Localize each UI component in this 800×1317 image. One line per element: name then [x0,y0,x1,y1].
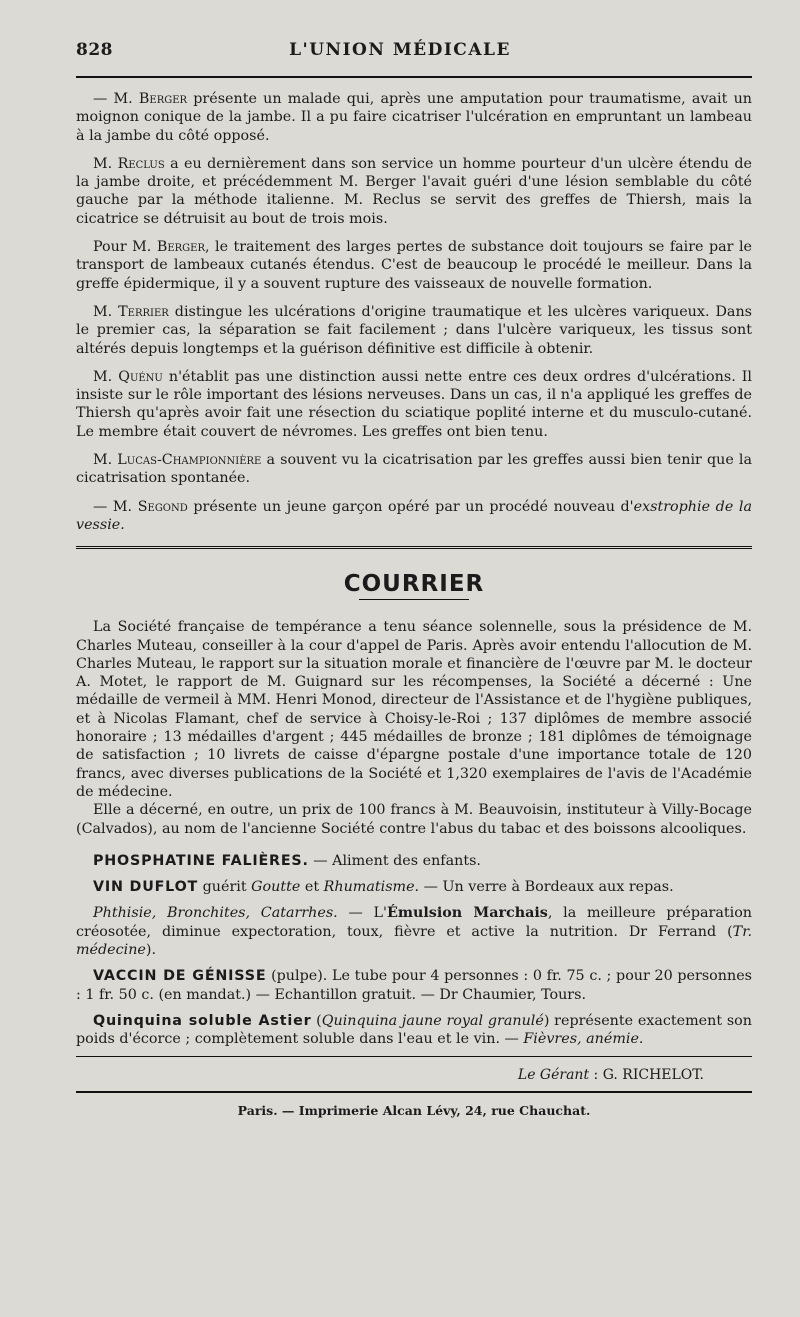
section-title-courrier: COURRIER [343,571,485,598]
ad-italic: Phthisie, Bronchites, Catarrhes. [93,905,338,922]
section-title-underline [359,599,469,600]
ad-italic: Tr. médecine [76,923,752,958]
paragraph-terrier [76,303,752,358]
paragraph-text: , le traitement des larges pertes de substance doit toujours se faire par le transport de lambeaux cutanés étendus. C'est de beaucoup le procédé le meilleur. Dans la greffe épidermique, il y a souvent rupture des vaisseaux de nouvelle formation. [76,239,752,292]
paragraph-berger-amputation: — M. Berger présente un malade qui, après une amputation pour traumatisme, avait un moignon conique de la jambe. Il a pu faire cicatriser l'ulcération en empruntant un lambeau à la jambe du côté opposé. [76,91,752,144]
paragraph-text: présente un jeune garçon opéré par un procédé nouveau d' [187,498,634,515]
paragraph-reclus [76,155,752,228]
paragraph-courrier-prize: Elle a décerné, en outre, un prix de 100 francs à M. Beauvoisin, instituteur à Villy-Bocage (Calvados), au nom de l'ancienne Société contre l'abus du tabac et des boissons alcooliques. [76,802,752,837]
ad-emulsion-marchais [76,904,752,959]
speaker-name: M. Berger [113,91,188,107]
paragraph-prefix: — [93,498,113,515]
paragraph-quenu [76,368,752,441]
paragraph-courrier-temperance: La Société française de tempérance a tenu séance solennelle, sous la présidence de M. Charles Muteau, conseiller à la cour d'appel de Paris. Après avoir entendu l'allocution de M. Charles Muteau, le rapport sur la situation morale et financière de l'œuvre par M. le docteur A. Motet, le rapport de M. Guignard sur les récompenses, la Société a décerné : Une médaille de vermeil à MM. Henri Monod, directeur de l'Assistance et de l'hygiène publiques, et à Nicolas Flamant, chef de service à Choisy-le-Roi ; 137 diplômes de membre associé honoraire ; 13 médailles d'argent ; 445 médailles de bronze ; 181 diplômes de témoignage de satisfaction ; 10 livrets de caisse d'épargne postale d'une importance totale de 120 francs, avec diverses publications de la Société et 1,320 exemplaires de l'avis de l'Académie de médecine. [76,619,752,800]
ad-text: (pulpe). Le tube pour 4 personnes : 0 fr. 75 c. ; pour 20 personnes : 1 fr. 50 c. (en mandat.) — Echantillon gratuit. — Dr Chaumier, Tours. [76,968,752,1003]
header-rule [76,76,752,78]
ad-brand: PHOSPHATINE FALIÈRES. [93,852,309,869]
gerant-signature [76,1067,752,1083]
running-title: L'UNION MÉDICALE [289,40,511,60]
footer-rule [76,1056,752,1057]
gerant-name: : G. RICHELOT. [589,1067,704,1084]
speaker-name: M. Lucas-Championnière [93,452,262,469]
ad-phosphatine [76,852,752,870]
paragraph-berger-treatment [76,238,752,293]
speaker-name: M. Berger [132,239,205,256]
ad-text: ) représente exactement son poids d'écorce ; complètement soluble dans l'eau et le vin. — [76,1012,752,1048]
paragraph-text: a eu dernièrement dans son service un homme pourteur d'un ulcère étendu de la jambe droite, et précédemment M. Berger l'avait guéri d'une lésion semblable du côté gauche par la méthode italienne. M. Reclus se servit des greffes de Thiersh, mais la cicatrice se détruisit au bout de trois mois. [76,155,752,227]
ad-text: , la meilleure préparation créosotée, diminue expectoration, toux, fièvre et active la nutrition. Dr Ferrand ( [76,905,753,940]
ad-text: — Un verre à Bordeaux aux repas. [419,879,674,896]
printer-rule [76,1091,752,1093]
page-number: 828 [76,40,113,60]
paragraph-prefix: Pour [93,239,133,256]
speaker-name: M. Terrier [93,303,169,320]
speaker-name: M. Quénu [93,368,163,385]
paragraph-italic: exstrophie de la vessie. [76,498,752,533]
paragraph-segond [76,498,752,535]
ad-text: — Aliment des enfants. [308,852,481,869]
ad-brand: Émulsion Marchais [386,905,548,922]
ad-italic: Rhumatisme. [323,879,420,896]
ad-italic: Goutte [251,879,301,896]
gerant-label: Le Gérant [517,1067,590,1084]
ad-italic: Fièvres, anémie. [523,1031,644,1048]
ad-vaccin-genisse [76,967,752,1004]
speaker-name: M. Reclus [93,155,165,172]
ad-brand: VIN DUFLOT [93,879,199,896]
ad-brand: VACCIN DE GÉNISSE [93,968,267,985]
ad-text: et [300,879,324,896]
ad-brand: Quinquina soluble Astier [93,1012,312,1029]
paragraph-text: présente un malade qui, après une amputation pour traumatisme, avait un moignon conique de la jambe. Il a pu faire cicatriser l'ulcération en empruntant un lambeau à la jambe du côté opposé. [76,91,752,144]
paragraph-text: distingue les ulcérations d'origine traumatique et les ulcères variqueux. Dans le premier cas, la séparation se fait facilement ; dans l'ulcère variqueux, les tissus sont altérés depuis longtemps et la guérison définitive est difficile à obtenir. [76,303,752,357]
paragraph-text: a souvent vu la cicatrisation par les greffes aussi bien tenir que la cicatrisation spontanée. [76,452,753,487]
printer-line: Paris. — Imprimerie Alcan Lévy, 24, rue Chauchat. [237,1103,591,1119]
ad-quinquina-astier [76,1012,752,1049]
paragraph-text: n'établit pas une distinction aussi nette entre ces deux ordres d'ulcérations. Il insiste sur le rôle important des lésions nerveuses. Dans un cas, il n'a appliqué les greffes de Thiersh qu'après avoir fait une résection du sciatique poplité interne et du musculo-cutané. Le membre était couvert de névromes. Les greffes ont bien tenu. [76,368,752,440]
ad-vin-duflot [76,878,752,896]
ad-text: ). [145,941,157,958]
section-rule [76,546,752,549]
ad-text: guérit [198,879,252,896]
paragraph-lucas-championniere [76,451,752,488]
ad-text: — L' [337,905,387,922]
speaker-name: M. Segond [112,498,188,515]
ad-text: ( [311,1012,322,1029]
ad-italic: Quinquina jaune royal granulé [321,1012,544,1029]
